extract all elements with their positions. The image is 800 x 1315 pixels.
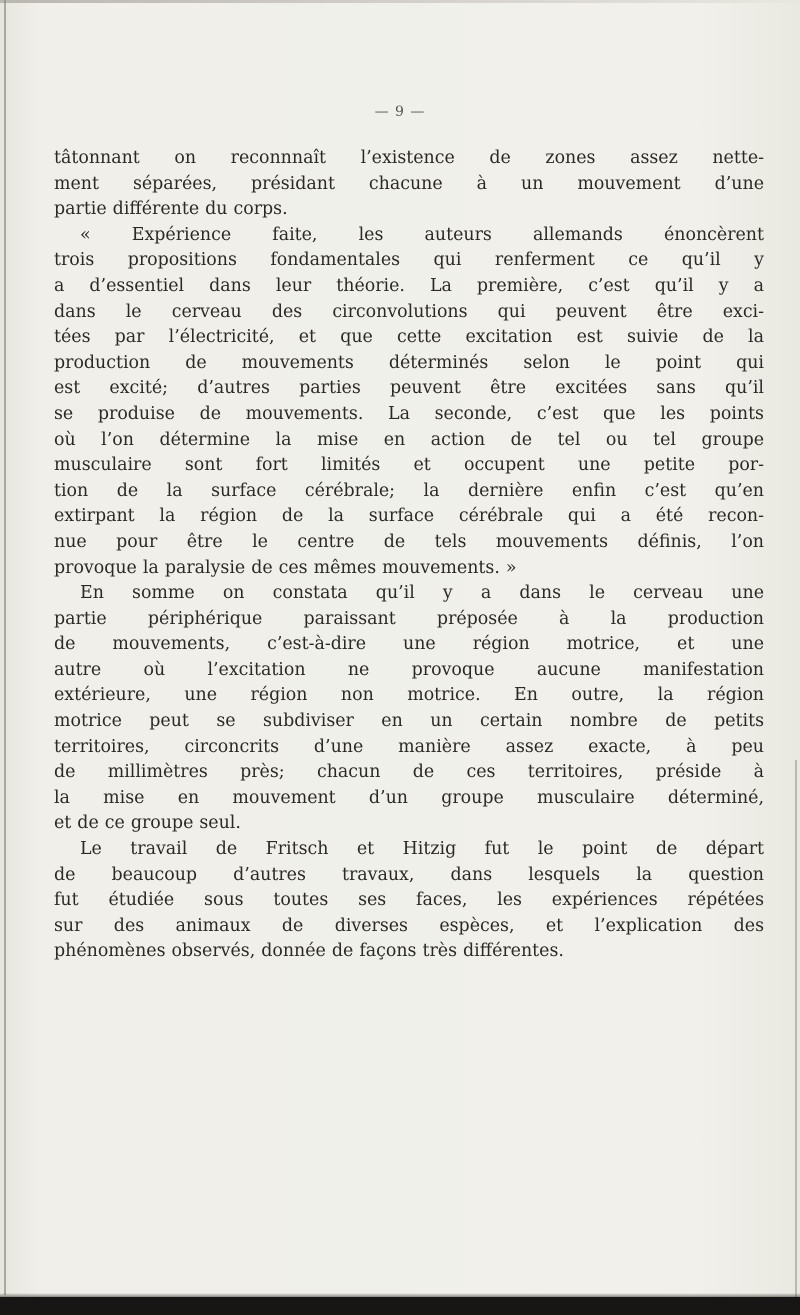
text-line: extirpant la région de la surface cérébrale qui a été recon- <box>54 506 764 527</box>
text-line: est excité; d’autres parties peuvent être excitées sans qu’il <box>54 378 764 399</box>
text-line: phénomènes observés, donnée de façons très différentes. <box>54 941 564 962</box>
text-line: autre où l’excitation ne provoque aucune manifestation <box>54 659 764 680</box>
text-line: ment séparées, présidant chacune à un mouvement d’une <box>54 173 764 194</box>
scan-bottom-edge <box>0 1297 800 1315</box>
text-line: En somme on constata qu’il y a dans le cerveau une <box>80 583 764 604</box>
text-line: partie différente du corps. <box>54 199 288 220</box>
text-line: de millimètres près; chacun de ces territoires, préside à <box>54 762 764 783</box>
text-line: musculaire sont fort limités et occupent une petite por- <box>54 455 764 476</box>
text-line: sur des animaux de diverses espèces, et l’explication des <box>54 915 764 936</box>
text-line: production de mouvements déterminés selon le point qui <box>54 352 764 373</box>
paragraph-4 <box>54 837 764 965</box>
page-top-edge <box>0 0 800 3</box>
text-line: « Expérience faite, les auteurs allemands énoncèrent <box>80 224 764 245</box>
paragraph-1 <box>54 146 764 223</box>
text-line: territoires, circoncrits d’une manière assez exacte, à peu <box>54 736 764 757</box>
text-line: a d’essentiel dans leur théorie. La première, c’est qu’il y a <box>54 275 764 296</box>
text-line: fut étudiée sous toutes ses faces, les expériences répétées <box>54 890 764 911</box>
text-line: de beaucoup d’autres travaux, dans lesquels la question <box>54 864 764 885</box>
text-line: tées par l’électricité, et que cette excitation est suivie de la <box>54 327 764 348</box>
body-text <box>54 146 764 965</box>
text-line: dans le cerveau des circonvolutions qui peuvent être exci- <box>54 301 764 322</box>
paragraph-2-quotation <box>54 223 764 581</box>
text-line: Le travail de Fritsch et Hitzig fut le point de départ <box>80 839 764 860</box>
text-line: trois propositions fondamentales qui renferment ce qu’il y <box>54 250 764 271</box>
page-left-edge <box>4 0 6 1295</box>
text-line: où l’on détermine la mise en action de tel ou tel groupe <box>54 429 764 450</box>
text-line: motrice peut se subdiviser en un certain nombre de petits <box>54 711 764 732</box>
text-line: nue pour être le centre de tels mouvements définis, l’on <box>54 531 764 552</box>
text-line: partie périphérique paraissant préposée à la production <box>54 608 764 629</box>
page-number: — 9 — <box>374 104 426 120</box>
text-line: provoque la paralysie de ces mêmes mouvements. » <box>54 557 517 578</box>
text-line: extérieure, une région non motrice. En outre, la région <box>54 685 764 706</box>
text-line: la mise en mouvement d’un groupe musculaire déterminé, <box>54 787 764 808</box>
text-line: tion de la surface cérébrale; la dernière enfin c’est qu’en <box>54 480 764 501</box>
page-right-edge <box>795 760 797 1300</box>
text-line: de mouvements, c’est-à-dire une région motrice, et une <box>54 634 764 655</box>
paragraph-3 <box>54 581 764 837</box>
text-line: tâtonnant on reconnnaît l’existence de zones assez nette- <box>54 148 764 168</box>
text-line: se produise de mouvements. La seconde, c’est que les points <box>54 403 764 424</box>
text-line: et de ce groupe seul. <box>54 813 241 834</box>
